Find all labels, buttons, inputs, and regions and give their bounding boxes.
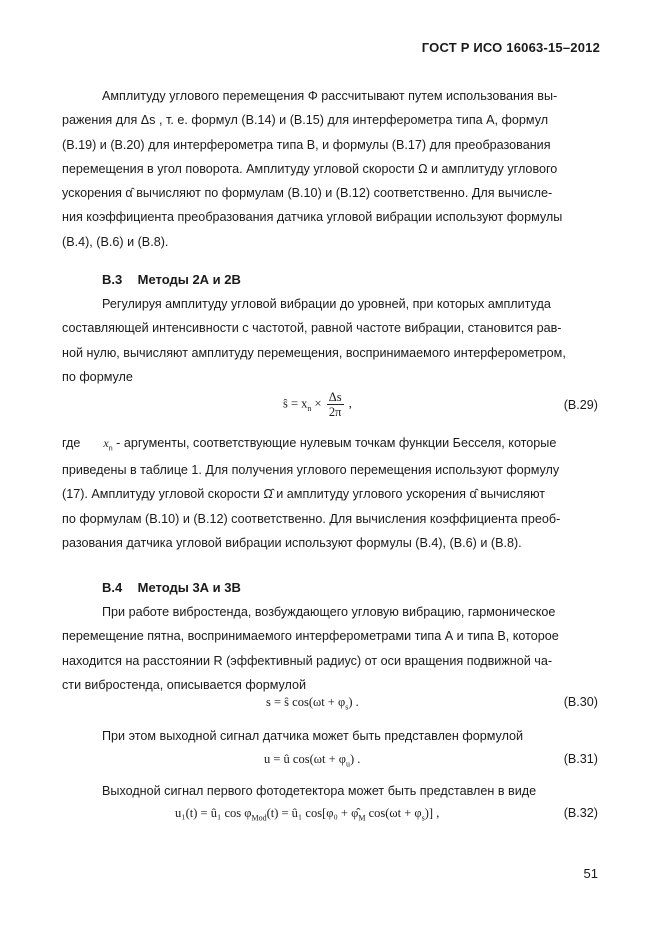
- text-line: (17). Амплитуду угловой скорости Ω̂ и амплитуду углового ускорения α̂ вычисляют: [62, 487, 546, 502]
- formula-b29: [283, 390, 352, 419]
- formula-tail: ) .: [349, 752, 361, 766]
- text-line: перемещение пятна, воспринимаемого интерферометрами типа А и типа В, которое: [62, 629, 559, 644]
- text-line: по формулам (B.10) и (B.12) соответственно. Для вычисления коэффициента преоб-: [62, 511, 561, 526]
- text-line: ной нулю, вычисляют амплитуду перемещения, воспринимаемого интерферометром,: [62, 345, 566, 360]
- section-title: Методы 2А и 2В: [137, 272, 241, 287]
- section-heading-b4: [102, 580, 241, 595]
- formula-number-b29: (B.29): [563, 398, 598, 412]
- formula-b31: [264, 752, 360, 769]
- paragraph-methods-3a-3b: [62, 600, 598, 697]
- section-title: Методы 3А и 3В: [137, 580, 241, 595]
- formula-subscript: Mod: [251, 813, 267, 823]
- formula-tail: ,: [345, 396, 352, 411]
- text-line: составляющей интенсивности с частотой, равной частоте вибрации, становится рав-: [62, 321, 562, 336]
- text-line: ускорения α̂ вычисляют по формулам (B.10) и (B.12) соответственно. Для вычисле-: [62, 186, 553, 201]
- text-line: сти вибростенда, описывается формулой: [62, 677, 307, 692]
- paragraph-photodetector: [62, 779, 598, 803]
- text-line: Амплитуду углового перемещения Φ рассчитывают путем использования вы-: [102, 89, 558, 103]
- section-number: В.3: [102, 272, 123, 287]
- formula-subscript: s: [345, 702, 349, 712]
- formula-part: u₁(t) = û₁ cos φ: [175, 806, 252, 820]
- formula-number-b32: (B.32): [563, 806, 598, 820]
- formula-subscript: s: [421, 813, 425, 823]
- formula-body: u = û cos(ωt + φ: [264, 752, 346, 766]
- where-symbol: x: [103, 436, 109, 450]
- formula-body: s = ŝ cos(ωt + φ: [266, 695, 346, 709]
- text-line: Выходной сигнал первого фотодетектора может быть представлен в виде: [102, 784, 537, 798]
- text-line: (B.19) и (B.20) для интерферометра типа В, и формулы (B.17) для преобразования: [62, 137, 551, 152]
- formula-number-b30: (B.30): [563, 695, 598, 709]
- text-line: ния коэффициента преобразования датчика угловой вибрации используют формулы: [62, 210, 563, 225]
- formula-number-b31: (B.31): [563, 752, 598, 766]
- text-line: ражения для Δs , т. е. формул (B.14) и (B.15) для интерферометра типа А, формул: [62, 113, 549, 128]
- text-line: При этом выходной сигнал датчика может быть представлен формулой: [102, 729, 524, 743]
- formula-b30: [266, 695, 359, 712]
- text-line: Регулируя амплитуду угловой вибрации до уровней, при которых амплитуда: [102, 297, 551, 311]
- text-line: приведены в таблице 1. Для получения углового перемещения используют формулу: [62, 463, 560, 477]
- formula-part: )] ,: [424, 806, 440, 820]
- formula-b32: [175, 806, 439, 823]
- section-number: В.4: [102, 580, 123, 595]
- paragraph-methods-2a-2b: [62, 292, 598, 389]
- formula-subscript: M: [358, 813, 366, 823]
- document-header: ГОСТ Р ИСО 16063-15–2012: [421, 40, 600, 55]
- formula-subscript: u: [345, 759, 350, 769]
- text-line: (B.4), (B.6) и (B.8).: [62, 234, 169, 249]
- formula-part: (t) = û₁ cos[φ₀ + φ̂: [266, 806, 359, 820]
- formula-tail: ) .: [348, 695, 359, 709]
- formula-fraction: [327, 390, 344, 419]
- paragraph-amplitude-angular: [62, 84, 598, 254]
- section-heading-b3: [102, 272, 241, 287]
- text-line: перемещения в угол поворота. Амплитуду угловой скорости Ω и амплитуду углового: [62, 161, 558, 176]
- text-line: разования датчика угловой вибрации используют формулы (B.4), (B.6) и (B.8).: [62, 535, 522, 550]
- page-number: 51: [583, 866, 598, 881]
- paragraph-bessel: [62, 458, 598, 555]
- text-line: по формуле: [62, 369, 133, 384]
- fraction-denominator: 2π: [328, 405, 342, 419]
- paragraph-sensor-output: [62, 724, 598, 748]
- formula-lhs: ŝ = x: [283, 396, 308, 411]
- text-line: При работе вибростенда, возбуждающего угловую вибрацию, гармоническое: [102, 605, 556, 619]
- text-line: находится на расстоянии R (эффективный радиус) от оси вращения подвижной ча-: [62, 653, 553, 668]
- where-definition: - аргументы, соответствующие нулевым точкам функции Бесселя, которые: [116, 436, 557, 450]
- formula-part: cos(ωt + φ: [365, 806, 422, 820]
- formula-operator: ×: [311, 396, 325, 411]
- formula-subscript: n: [307, 403, 312, 413]
- where-subscript: n: [108, 445, 113, 453]
- where-clause: [62, 436, 556, 453]
- where-word: где: [62, 436, 81, 450]
- fraction-numerator: Δs: [328, 390, 342, 404]
